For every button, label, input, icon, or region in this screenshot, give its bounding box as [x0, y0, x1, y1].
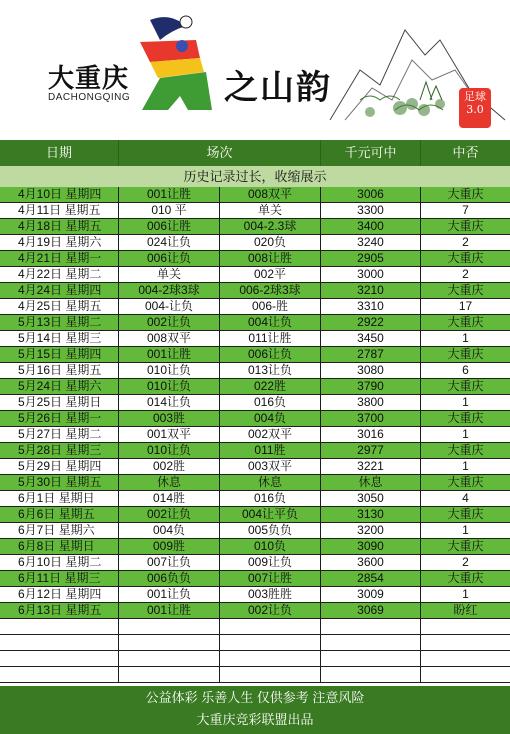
result-cell: 2	[462, 555, 469, 569]
date-cell: 6月6日 星期五	[0, 507, 119, 523]
result-cell: 4	[462, 491, 469, 505]
date-cell: 5月13日 星期二	[0, 315, 119, 331]
table-row	[0, 443, 510, 459]
amount-cell: 3310	[321, 299, 421, 315]
match1-cell	[119, 635, 220, 651]
table-row	[0, 475, 510, 491]
match1-cell	[119, 651, 220, 667]
amount-cell: 3700	[321, 411, 421, 427]
match1-cell: 014让负	[119, 395, 220, 411]
table-row	[0, 603, 510, 619]
result-cell: 大重庆	[447, 219, 484, 233]
result-cell: 1	[462, 427, 469, 441]
result-cell: 大重庆	[447, 187, 484, 201]
amount-cell: 3450	[321, 331, 421, 347]
result-cell	[421, 635, 510, 651]
empty-row	[0, 667, 510, 683]
footer-line-2: 大重庆竞彩联盟出品	[196, 712, 314, 727]
amount-cell: 3006	[321, 187, 421, 203]
amount-cell: 3300	[321, 203, 421, 219]
result-cell: 大重庆	[447, 571, 484, 585]
match1-cell: 休息	[119, 475, 220, 491]
result-cell: 大重庆	[447, 315, 484, 329]
match2-cell: 004负	[220, 411, 321, 427]
amount-cell: 3000	[321, 267, 421, 283]
result-cell	[421, 651, 510, 667]
amount-cell: 3240	[321, 235, 421, 251]
result-cell: 大重庆	[447, 475, 484, 489]
match1-cell: 001让胜	[119, 603, 220, 619]
table-header	[0, 140, 510, 166]
match2-cell: 006-2球3球	[220, 283, 321, 299]
table-row	[0, 507, 510, 523]
header-match: 场次	[119, 140, 321, 166]
match2-cell: 006让负	[220, 347, 321, 363]
table-row	[0, 299, 510, 315]
match2-cell: 002平	[220, 267, 321, 283]
date-cell: 6月11日 星期三	[0, 571, 119, 587]
result-cell: 大重庆	[447, 379, 484, 393]
date-cell: 5月26日 星期一	[0, 411, 119, 427]
amount-cell: 2854	[321, 571, 421, 587]
empty-row	[0, 651, 510, 667]
result-cell: 大重庆	[447, 283, 484, 297]
amount-cell: 3800	[321, 395, 421, 411]
date-cell: 5月25日 星期日	[0, 395, 119, 411]
match2-cell: 013让负	[220, 363, 321, 379]
table-row	[0, 411, 510, 427]
date-cell: 5月15日 星期四	[0, 347, 119, 363]
date-cell: 6月1日 星期日	[0, 491, 119, 507]
date-cell: 5月29日 星期四	[0, 459, 119, 475]
amount-cell	[321, 651, 421, 667]
result-cell: 大重庆	[447, 539, 484, 553]
match2-cell: 007让胜	[220, 571, 321, 587]
header-date: 日期	[0, 140, 119, 166]
result-cell: 1	[462, 587, 469, 601]
history-notice: 历史记录过长，收缩展示	[0, 166, 510, 187]
match1-cell: 007让负	[119, 555, 220, 571]
amount-cell: 3009	[321, 587, 421, 603]
result-cell: 2	[462, 235, 469, 249]
table-row	[0, 267, 510, 283]
match1-cell: 024让负	[119, 235, 220, 251]
date-cell: 5月16日 星期五	[0, 363, 119, 379]
seal-stamp: 足球 3.0	[459, 88, 491, 128]
match2-cell: 003胜胜	[220, 587, 321, 603]
match1-cell: 010 平	[119, 203, 220, 219]
match2-cell: 010负	[220, 539, 321, 555]
amount-cell: 2922	[321, 315, 421, 331]
amount-cell: 3200	[321, 523, 421, 539]
amount-cell: 3790	[321, 379, 421, 395]
header-amount: 千元可中	[321, 140, 421, 166]
match1-cell: 009胜	[119, 539, 220, 555]
match2-cell: 005负负	[220, 523, 321, 539]
brand-name: 大重庆	[48, 64, 130, 94]
amount-cell: 3130	[321, 507, 421, 523]
date-cell: 6月13日 星期五	[0, 603, 119, 619]
table-row	[0, 187, 510, 203]
match1-cell: 002让负	[119, 507, 220, 523]
match2-cell: 022胜	[220, 379, 321, 395]
tree-cluster	[365, 98, 445, 117]
match1-cell: 002胜	[119, 459, 220, 475]
match1-cell: 001让胜	[119, 347, 220, 363]
date-cell: 6月8日 星期日	[0, 539, 119, 555]
footer-line-1: 公益体彩 乐善人生 仅供参考 注意风险	[145, 690, 365, 705]
date-cell: 5月28日 星期三	[0, 443, 119, 459]
result-cell: 6	[462, 363, 469, 377]
match2-cell: 006-胜	[220, 299, 321, 315]
match1-cell: 006负负	[119, 571, 220, 587]
date-cell	[0, 635, 119, 651]
empty-row	[0, 635, 510, 651]
match2-cell	[220, 667, 321, 683]
amount-cell: 休息	[321, 475, 421, 491]
result-cell	[421, 667, 510, 683]
result-cell: 大重庆	[447, 411, 484, 425]
date-cell: 4月25日 星期五	[0, 299, 119, 315]
match2-cell: 011胜	[220, 443, 321, 459]
result-cell: 2	[462, 267, 469, 281]
match2-cell: 008双平	[220, 187, 321, 203]
result-cell: 大重庆	[447, 507, 484, 521]
match1-cell: 001让负	[119, 587, 220, 603]
table-row	[0, 395, 510, 411]
table-row	[0, 331, 510, 347]
date-cell: 5月27日 星期二	[0, 427, 119, 443]
date-cell	[0, 667, 119, 683]
result-cell: 大重庆	[447, 443, 484, 457]
logo-figure	[140, 16, 212, 110]
match2-cell	[220, 635, 321, 651]
match1-cell: 002让负	[119, 315, 220, 331]
slogan-text: 之山韵	[224, 68, 332, 108]
amount-cell: 3600	[321, 555, 421, 571]
amount-cell: 3016	[321, 427, 421, 443]
date-cell	[0, 619, 119, 635]
match1-cell: 004-2球3球	[119, 283, 220, 299]
table-row	[0, 347, 510, 363]
table-row	[0, 491, 510, 507]
table-row	[0, 427, 510, 443]
match1-cell: 008双平	[119, 331, 220, 347]
match1-cell: 010让负	[119, 443, 220, 459]
amount-cell: 3400	[321, 219, 421, 235]
match2-cell: 单关	[220, 203, 321, 219]
date-cell: 5月24日 星期六	[0, 379, 119, 395]
date-cell: 4月21日 星期一	[0, 251, 119, 267]
match1-cell: 010让负	[119, 363, 220, 379]
match1-cell: 014胜	[119, 491, 220, 507]
table-row	[0, 315, 510, 331]
amount-cell: 3090	[321, 539, 421, 555]
result-cell: 盼红	[453, 603, 478, 617]
match2-cell: 020负	[220, 235, 321, 251]
banner	[0, 0, 510, 140]
amount-cell	[321, 635, 421, 651]
date-cell: 4月10日 星期四	[0, 187, 119, 203]
table-row	[0, 539, 510, 555]
date-cell: 6月7日 星期六	[0, 523, 119, 539]
table-row	[0, 363, 510, 379]
match1-cell	[119, 619, 220, 635]
match1-cell: 单关	[119, 267, 220, 283]
match2-cell: 016负	[220, 491, 321, 507]
date-cell: 4月24日 星期四	[0, 283, 119, 299]
table-row	[0, 523, 510, 539]
result-cell: 大重庆	[447, 251, 484, 265]
match2-cell: 004-2.3球	[220, 219, 321, 235]
date-cell: 5月14日 星期三	[0, 331, 119, 347]
match1-cell: 010让负	[119, 379, 220, 395]
table-row	[0, 587, 510, 603]
date-cell	[0, 651, 119, 667]
match1-cell: 004负	[119, 523, 220, 539]
result-cell: 1	[462, 395, 469, 409]
result-cell: 1	[462, 459, 469, 473]
amount-cell: 3050	[321, 491, 421, 507]
amount-cell: 2787	[321, 347, 421, 363]
date-cell: 6月12日 星期四	[0, 587, 119, 603]
match2-cell: 002双平	[220, 427, 321, 443]
match2-cell: 008让胜	[220, 251, 321, 267]
match2-cell: 016负	[220, 395, 321, 411]
table-row	[0, 203, 510, 219]
table-row	[0, 219, 510, 235]
result-cell: 1	[462, 331, 469, 345]
match1-cell: 006让胜	[119, 219, 220, 235]
table-row	[0, 283, 510, 299]
match2-cell: 011让胜	[220, 331, 321, 347]
match1-cell: 004-让负	[119, 299, 220, 315]
match1-cell: 003胜	[119, 411, 220, 427]
amount-cell	[321, 667, 421, 683]
amount-cell: 3221	[321, 459, 421, 475]
match1-cell: 001让胜	[119, 187, 220, 203]
match2-cell: 休息	[220, 475, 321, 491]
match1-cell: 001双平	[119, 427, 220, 443]
table-row	[0, 571, 510, 587]
empty-row	[0, 619, 510, 635]
date-cell: 6月10日 星期二	[0, 555, 119, 571]
amount-cell	[321, 619, 421, 635]
date-cell: 4月22日 星期二	[0, 267, 119, 283]
brand-subtitle: DACHONGQING	[48, 92, 131, 103]
match2-cell: 009让负	[220, 555, 321, 571]
date-cell: 4月18日 星期五	[0, 219, 119, 235]
footer	[0, 686, 510, 734]
match1-cell: 006让负	[119, 251, 220, 267]
amount-cell: 3069	[321, 603, 421, 619]
table-row	[0, 459, 510, 475]
match2-cell	[220, 619, 321, 635]
result-cell: 大重庆	[447, 347, 484, 361]
header-result: 中否	[452, 145, 479, 160]
date-cell: 4月11日 星期五	[0, 203, 119, 219]
amount-cell: 2977	[321, 443, 421, 459]
match1-cell	[119, 667, 220, 683]
result-cell	[421, 619, 510, 635]
result-cell: 7	[462, 203, 469, 217]
date-cell: 5月30日 星期五	[0, 475, 119, 491]
match2-cell: 004让负	[220, 315, 321, 331]
amount-cell: 2905	[321, 251, 421, 267]
match2-cell: 003双平	[220, 459, 321, 475]
table-row	[0, 235, 510, 251]
date-cell: 4月19日 星期六	[0, 235, 119, 251]
amount-cell: 3210	[321, 283, 421, 299]
match2-cell: 002让负	[220, 603, 321, 619]
amount-cell: 3080	[321, 363, 421, 379]
match2-cell	[220, 651, 321, 667]
table-row	[0, 251, 510, 267]
result-cell: 1	[462, 523, 469, 537]
table-row	[0, 379, 510, 395]
result-cell: 17	[458, 299, 473, 313]
match2-cell: 004让平负	[220, 507, 321, 523]
table-row	[0, 555, 510, 571]
